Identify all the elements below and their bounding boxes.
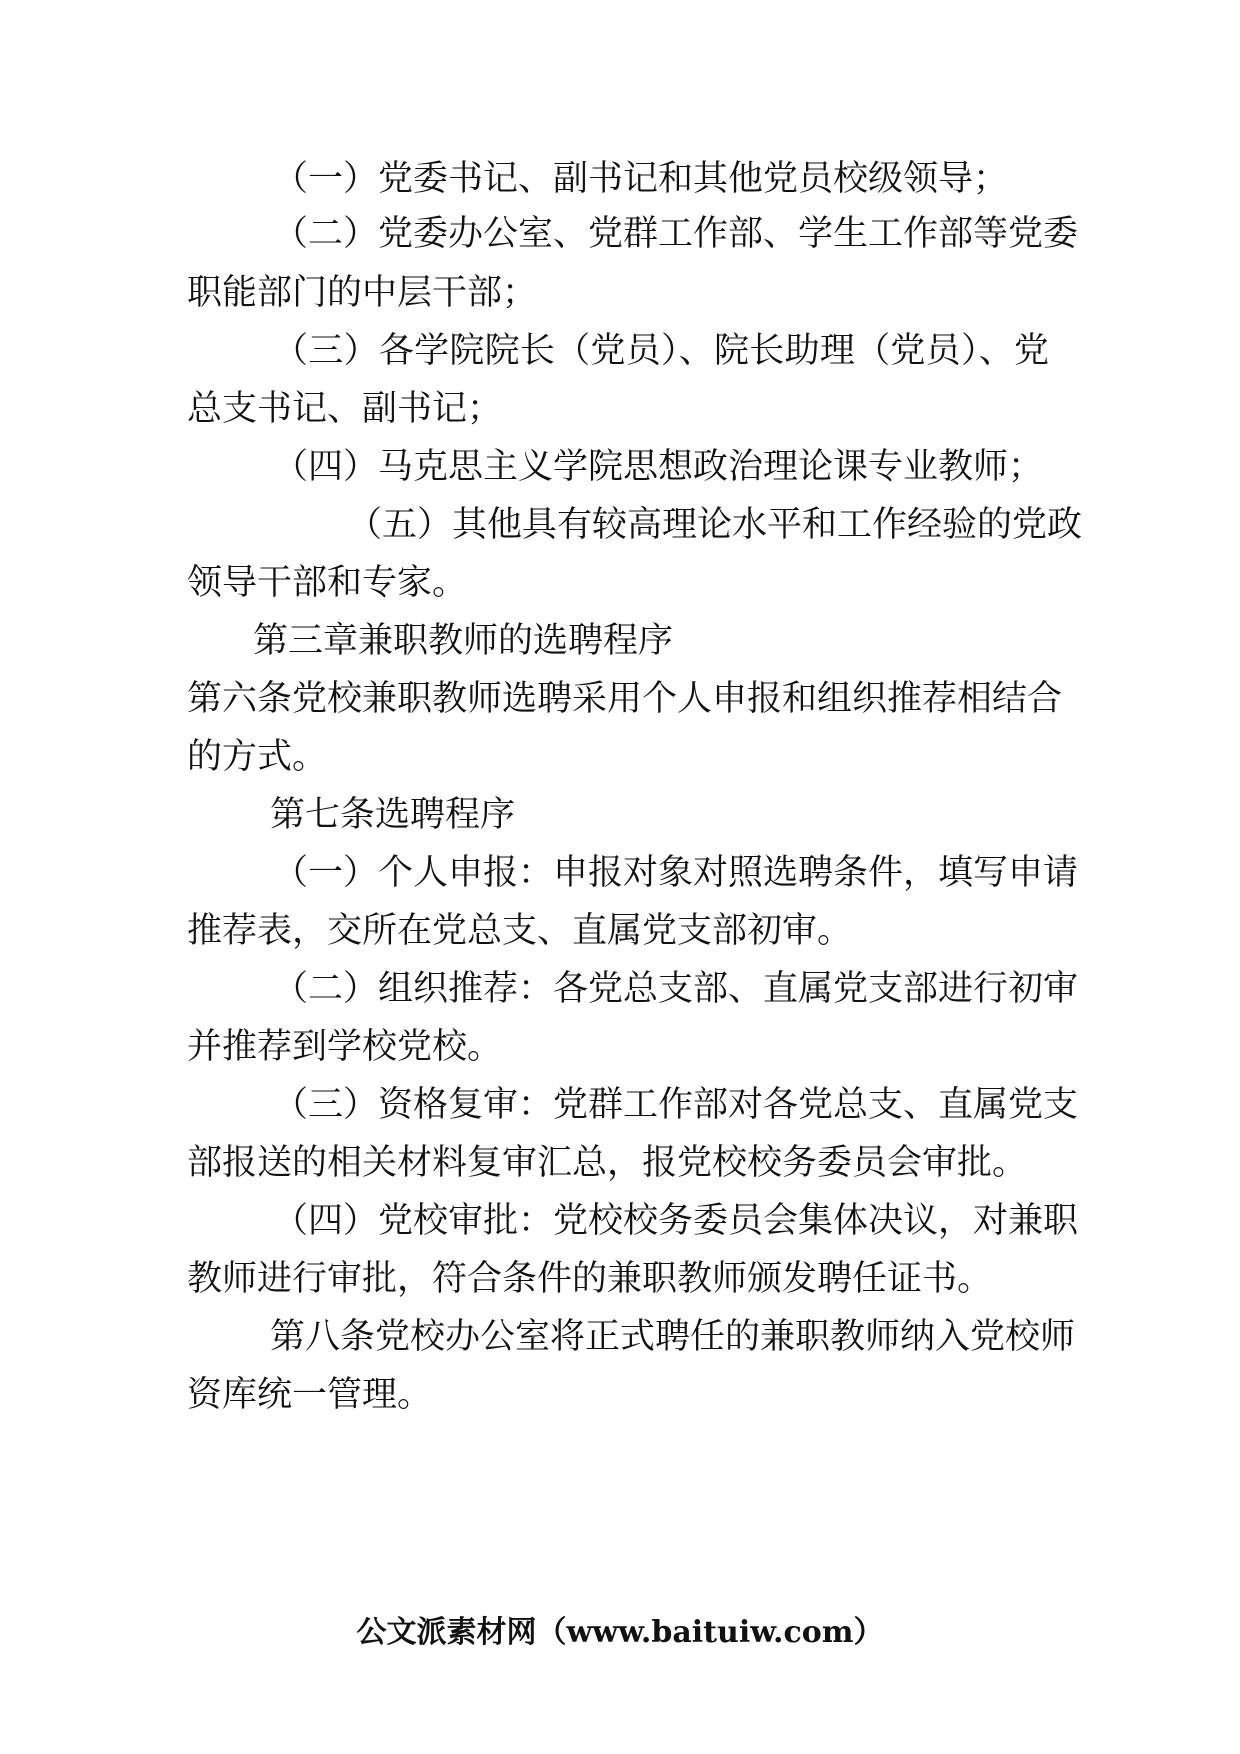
paragraph-line: （四）马克思主义学院思想政治理论课专业教师； <box>273 447 1044 487</box>
paragraph-line: 部报送的相关材料复审汇总，报党校校务委员会审批。 <box>187 1143 1028 1183</box>
paragraph-line: 领导干部和专家。 <box>187 563 468 603</box>
paragraph-line: （五）其他具有较高理论水平和工作经验的党政 <box>347 505 1083 545</box>
paragraph-line: （一）个人申报：申报对象对照选聘条件，填写申请 <box>273 853 1079 893</box>
paragraph-line: 总支书记、副书记； <box>187 389 503 429</box>
footer-watermark: 公文派素材网（www.baituiw.com） <box>356 1615 884 1650</box>
paragraph-line: 资库统一管理。 <box>187 1375 433 1415</box>
paragraph-line: 教师进行审批，符合条件的兼职教师颁发聘任证书。 <box>187 1259 993 1299</box>
paragraph-line: 推荐表，交所在党总支、直属党支部初审。 <box>187 911 853 951</box>
paragraph-line: 的方式。 <box>187 737 328 777</box>
paragraph-line: 并推荐到学校党校。 <box>187 1027 503 1067</box>
paragraph-line: （二）党委办公室、党群工作部、学生工作部等党委 <box>273 214 1079 254</box>
paragraph-line: （四）党校审批：党校校务委员会集体决议，对兼职 <box>273 1201 1079 1241</box>
paragraph-line: （三）各学院院长（党员）、院长助理（党员）、党 <box>273 331 1049 371</box>
paragraph-line: （二）组织推荐：各党总支部、直属党支部进行初审 <box>273 969 1079 1009</box>
paragraph-line: 第六条党校兼职教师选聘采用个人申报和组织推荐相结合 <box>187 679 1063 719</box>
paragraph-line: 职能部门的中层干部； <box>187 273 538 313</box>
article-heading: 第七条选聘程序 <box>270 795 516 835</box>
paragraph-line: 第八条党校办公室将正式聘任的兼职教师纳入党校师 <box>270 1317 1076 1357</box>
chapter-heading: 第三章兼职教师的选聘程序 <box>253 621 674 661</box>
paragraph-line: （三）资格复审：党群工作部对各党总支、直属党支 <box>273 1085 1079 1125</box>
paragraph-line: （一）党委书记、副书记和其他党员校级领导； <box>273 159 1009 199</box>
